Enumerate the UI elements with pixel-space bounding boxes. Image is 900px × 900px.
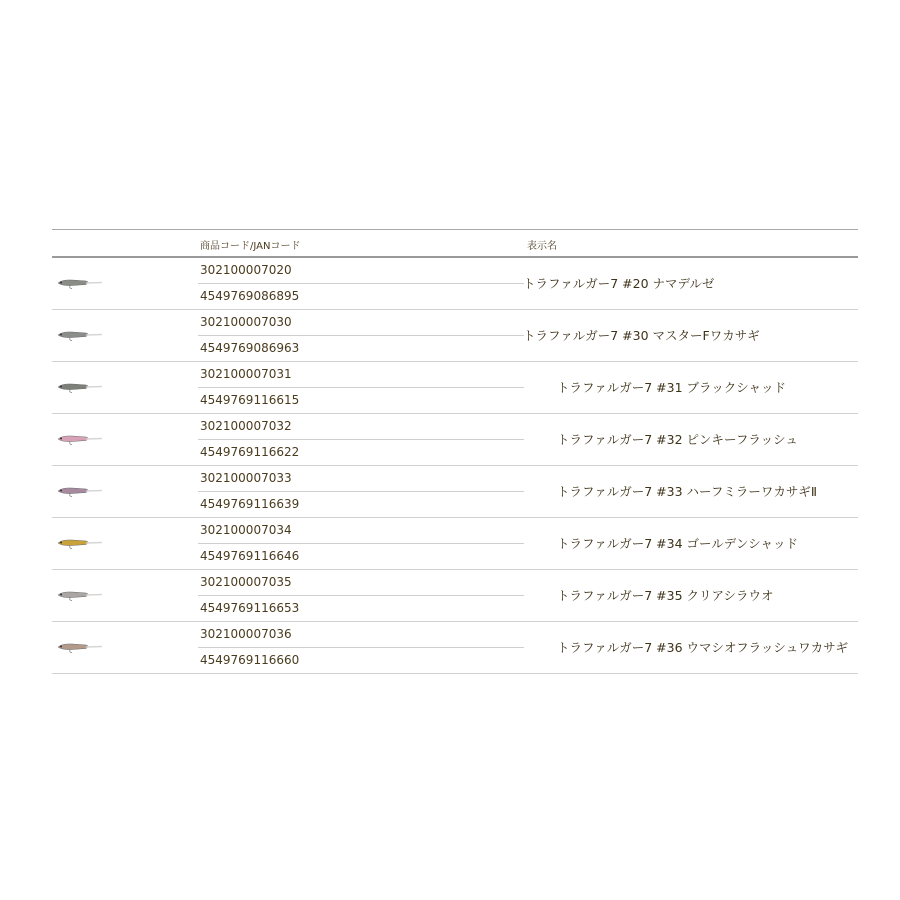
display-name: トラファルガー7 #20 ナマデルゼ [523,276,715,291]
lure-thumbnail [52,466,192,517]
table-row [52,518,858,570]
table-row [52,362,858,414]
table-row [52,310,858,362]
product-code: 302100007032 [198,414,524,440]
header-code: 商品コード/JANコード [200,241,301,252]
product-code: 302100007035 [198,570,524,596]
lure-thumbnail [52,414,192,465]
product-code: 302100007033 [198,466,524,492]
jan-code: 4549769116615 [200,393,300,407]
product-code: 302100007020 [198,258,524,284]
display-name: トラファルガー7 #35 クリアシラウオ [557,588,774,603]
table-row [52,570,858,622]
display-name: トラファルガー7 #33 ハーフミラーワカサギⅡ [557,484,818,499]
jan-code: 4549769116639 [200,497,300,511]
product-code: 302100007036 [198,622,524,648]
lure-thumbnail [52,362,192,413]
header-name: 表示名 [527,241,557,252]
jan-code: 4549769116653 [200,601,300,615]
display-name: トラファルガー7 #32 ピンキーフラッシュ [557,432,798,447]
jan-code: 4549769116622 [200,445,300,459]
table-row [52,258,858,310]
lure-thumbnail [52,518,192,569]
lure-thumbnail [52,622,192,673]
product-code: 302100007030 [198,310,524,336]
display-name: トラファルガー7 #30 マスターFワカサギ [523,328,760,343]
jan-code: 4549769116646 [200,549,300,563]
jan-code: 4549769116660 [200,653,300,667]
table-row [52,414,858,466]
display-name: トラファルガー7 #34 ゴールデンシャッド [557,536,798,551]
table-row [52,622,858,674]
product-code: 302100007034 [198,518,524,544]
product-table [52,229,858,674]
lure-thumbnail [52,258,192,309]
product-code: 302100007031 [198,362,524,388]
display-name: トラファルガー7 #31 ブラックシャッド [557,380,787,395]
table-header [52,230,858,258]
jan-code: 4549769086895 [200,289,300,303]
jan-code: 4549769086963 [200,341,300,355]
lure-thumbnail [52,310,192,361]
table-row [52,466,858,518]
display-name: トラファルガー7 #36 ウマシオフラッシュワカサギ [557,640,849,655]
lure-thumbnail [52,570,192,621]
